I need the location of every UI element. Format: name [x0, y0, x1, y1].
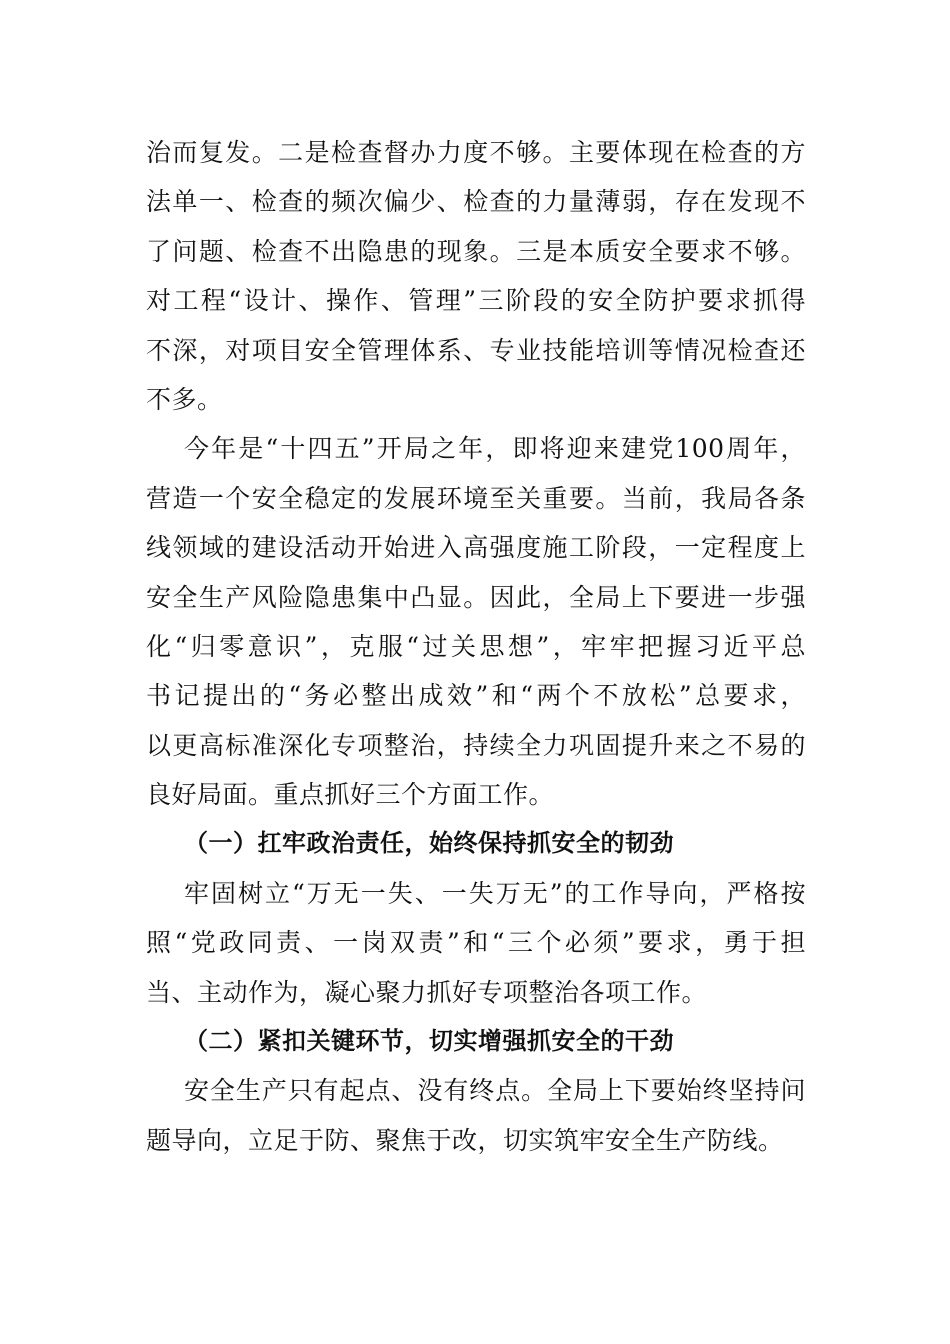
text-line: 当、主动作为，凝心聚力抓好专项整治各项工作。 [146, 977, 708, 1007]
paragraph-section-1 [146, 869, 806, 1017]
text-line: 以更高标准深化专项整治，持续全力巩固提升来之不易的 [146, 730, 806, 760]
text-line: 线领域的建设活动开始进入高强度施工阶段，一定程度上 [146, 533, 806, 563]
text-line: 了问题、检查不出隐患的现象。三是本质安全要求不够。 [146, 236, 806, 266]
text-line: 营造一个安全稳定的发展环境至关重要。当前，我局各条 [146, 483, 806, 513]
text-line: 化“归零意识”，克服“过关思想”，牢牢把握习近平总 [146, 631, 806, 661]
text-line: 对工程“设计、操作、管理”三阶段的安全防护要求抓得 [146, 286, 806, 316]
text-line: 题导向，立足于防、聚焦于改，切实筑牢安全生产防线。 [146, 1125, 784, 1155]
section-heading-1: （一）扛牢政治责任，始终保持抓安全的韧劲 [184, 829, 674, 858]
document-body [146, 128, 806, 1165]
paragraph-problems-continued [146, 128, 806, 424]
paragraph-section-2 [146, 1066, 806, 1165]
text-line: 不多。 [146, 384, 223, 414]
text-line: 不深，对项目安全管理体系、专业技能培训等情况检查还 [146, 335, 806, 365]
text-line: 书记提出的“务必整出成效”和“两个不放松”总要求， [146, 681, 806, 711]
text-line: 安全生产只有起点、没有终点。全局上下要始终坚持问 [184, 1076, 806, 1106]
section-heading-2: （二）紧扣关键环节，切实增强抓安全的干劲 [184, 1027, 674, 1056]
text-line: 安全生产风险隐患集中凸显。因此，全局上下要进一步强 [146, 582, 806, 612]
text-line: 牢固树立“万无一失、一失万无”的工作导向，严格按 [184, 878, 806, 908]
text-line: 良好局面。重点抓好三个方面工作。 [146, 780, 555, 810]
text-line: 今年是“十四五”开局之年，即将迎来建党100周年， [184, 434, 806, 464]
text-line: 照“党政同责、一岗双责”和“三个必须”要求，勇于担 [146, 928, 806, 958]
text-line: 法单一、检查的频次偏少、检查的力量薄弱，存在发现不 [146, 187, 806, 217]
text-line: 治而复发。二是检查督办力度不够。主要体现在检查的方 [146, 138, 806, 167]
paragraph-this-year [146, 424, 806, 819]
